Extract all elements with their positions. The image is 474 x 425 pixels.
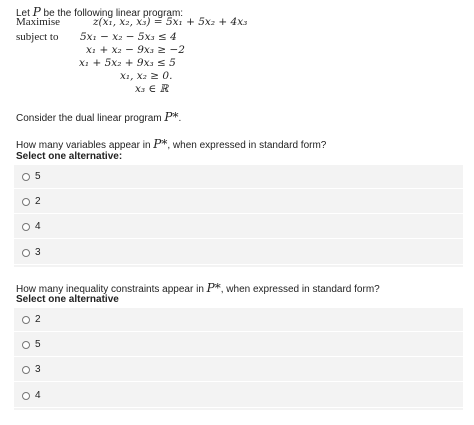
radio-button-icon[interactable] [22,366,30,374]
radio-button-icon[interactable] [22,223,30,231]
option-label: 4 [35,390,41,401]
question-2-option-2[interactable] [14,333,463,357]
question-2-symbol: P* [206,281,221,295]
option-label: 5 [35,339,41,350]
question-2-option-3[interactable] [14,358,463,382]
option-label: 4 [35,221,41,232]
intro-suffix: be the following linear program: [40,8,184,19]
question-1-before: How many variables appear in [16,140,154,151]
question-2-text [16,281,380,295]
question-1-option-2[interactable] [14,190,463,214]
constraint-1: 5x₁ − x₂ − 5x₃ ≤ 4 [80,31,177,43]
free-variable-constraint: x₃ ∈ ℝ [135,83,169,95]
question-2-option-1[interactable] [14,308,463,332]
constraint-2: x₁ + x₂ − 9x₃ ≥ −2 [86,44,185,56]
question-1-option-4[interactable] [14,241,463,265]
radio-button-icon[interactable] [22,198,30,206]
radio-button-icon[interactable] [22,249,30,257]
question-2-option-4[interactable] [14,384,463,408]
nonnegativity-constraint: x₁, x₂ ≥ 0. [120,70,173,82]
objective-function: z(x₁, x₂, x₃) = 5x₁ + 5x₂ + 4x₃ [93,16,248,28]
question-2-before: How many inequality constraints appear in [16,284,207,295]
option-label: 2 [35,314,41,325]
question-1-option-1[interactable] [14,165,463,189]
program-symbol: P [32,5,41,19]
question-2-options [14,308,463,410]
question-1-text [16,137,326,151]
radio-button-icon[interactable] [22,392,30,400]
constraint-3: x₁ + 5x₂ + 9x₃ ≤ 5 [79,57,176,69]
question-1-select-label: Select one alternative: [16,151,123,162]
question-2-select-label: Select one alternative [16,294,119,305]
dual-statement-end: . [178,113,182,124]
question-1-after: , when expressed in standard form? [167,140,327,151]
question-1-options [14,165,463,267]
intro-prefix: Let [16,8,33,19]
radio-button-icon[interactable] [22,341,30,349]
radio-button-icon[interactable] [22,173,30,181]
dual-statement [16,110,181,124]
option-label: 3 [35,247,41,258]
radio-button-icon[interactable] [22,316,30,324]
option-label: 3 [35,364,41,375]
question-2-after: , when expressed in standard form? [220,284,380,295]
dual-statement-text: Consider the dual linear program [16,113,165,124]
maximise-label: Maximise [16,16,60,28]
question-1-option-3[interactable] [14,215,463,239]
question-1-symbol: P* [153,137,168,151]
option-label: 5 [35,171,41,182]
option-label: 2 [35,196,41,207]
dual-symbol: P* [164,110,179,124]
subject-to-label: subject to [16,31,59,43]
